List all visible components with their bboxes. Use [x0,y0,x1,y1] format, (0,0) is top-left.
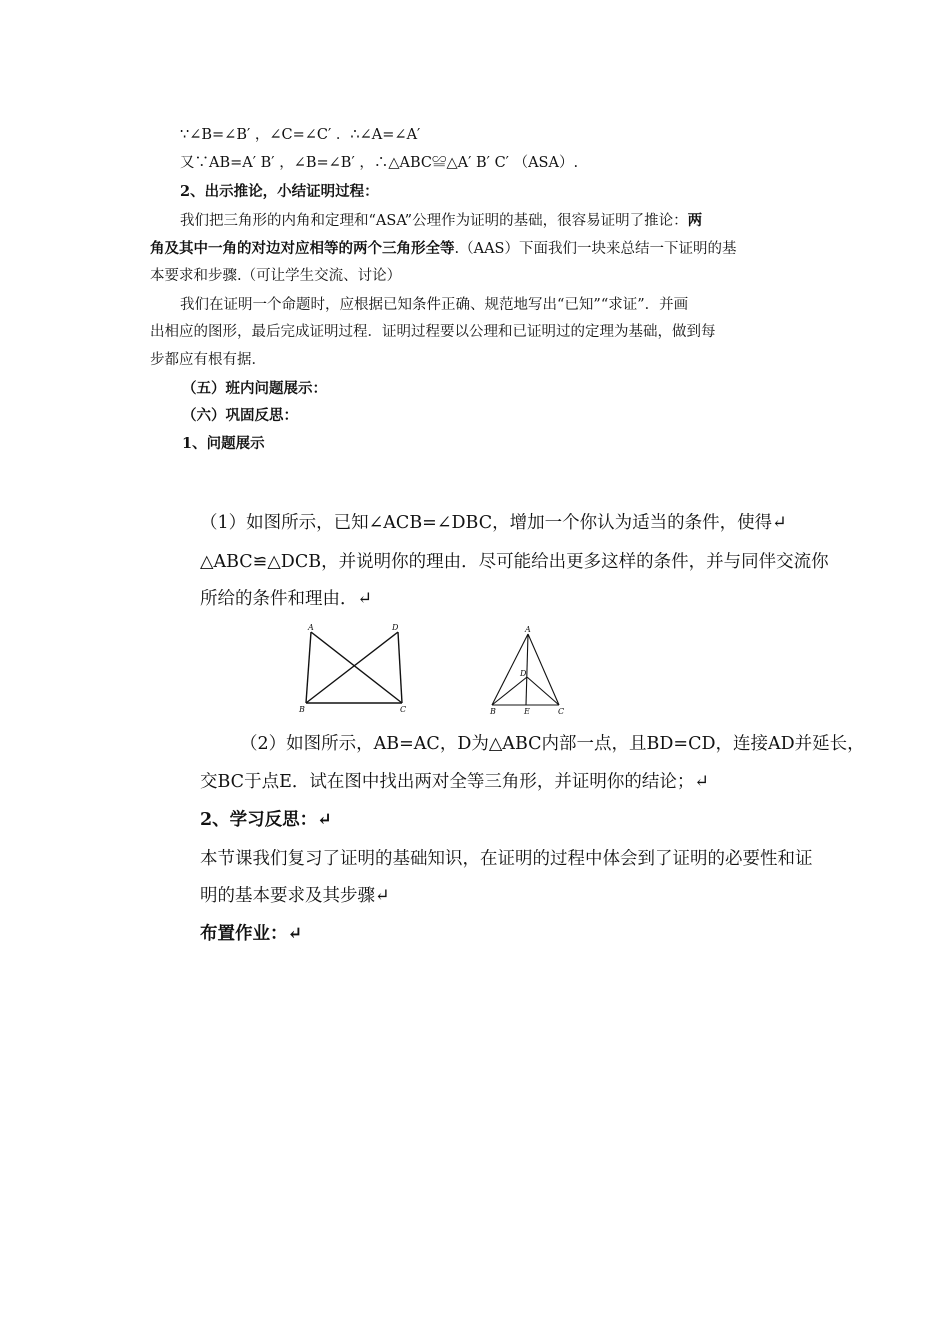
segment-db [306,632,398,703]
label-b: B [299,705,305,714]
text-line-4 [180,209,702,230]
section-heading-2: 2、出示推论，小结证明过程： [180,183,379,200]
label-d: D [520,669,527,678]
section-heading-homework: 布置作业：↵ [200,924,303,944]
label-c: C [400,705,407,714]
theorem-text: 角及其中一角的对边对应相等的两个三角形全等 [150,240,455,257]
label-b: B [490,707,496,716]
subheading-problems: 1、问题展示 [182,435,265,452]
question-1-line-2: △ABC≌△DCB，并说明你的理由．尽可能给出更多这样的条件，并与同伴交流你 [200,552,829,572]
reflection-line-2: 明的基本要求及其步骤↵ [200,886,390,906]
segment-dc [398,632,402,703]
text-line-7: 我们在证明一个命题时，应根据已知条件正确、规范地写出“已知”“求证”．并画 [180,297,689,313]
section-heading-6: （六）巩固反思： [182,407,298,424]
question-1-line-3: 所给的条件和理由．↵ [200,589,373,609]
segment-bd [492,677,527,705]
question-2-line-1: （2）如图所示，AB=AC，D为△ABC内部一点，且BD=CD，连接AD并延长， [240,734,865,754]
reflection-line-1: 本节课我们复习了证明的基础知识，在证明的过程中体会到了证明的必要性和证 [200,849,813,869]
question-2-line-2: 交BC于点E．试在图中找出两对全等三角形，并证明你的结论；↵ [200,772,710,792]
segment-ab [306,632,311,703]
label-a: A [308,623,314,632]
section-heading-reflection: 2、学习反思：↵ [200,810,332,830]
section-heading-5: （五）班内问题展示： [182,380,327,397]
figure-isosceles [484,622,574,717]
text-line-2: 又∵AB=A′ B′ ，∠B=∠B′ ，∴△ABC≌△A′ B′ C′ （ASA）. [180,155,579,171]
text-line-5b: .（AAS）下面我们一块来总结一下证明的基 [454,241,737,257]
label-c: C [558,707,565,716]
segment-cd [527,677,559,705]
segment-ac [528,634,559,705]
label-e: E [524,707,530,716]
text-line-9: 步都应有根有据． [150,352,266,368]
label-d: D [392,623,399,632]
text-line-8: 出相应的图形，最后完成证明过程．证明过程要以公理和已证明过的定理为基础，做到每 [150,324,716,340]
label-a: A [525,625,531,634]
text-line-4b: 两 [687,212,703,229]
figure-bowtie [296,620,416,715]
text-line-4a: 我们把三角形的内角和定理和“ASA”公理作为证明的基础，很容易证明了推论： [180,213,688,229]
question-1-line-1: （1）如图所示，已知∠ACB=∠DBC，增加一个你认为适当的条件，使得↵ [200,513,787,533]
text-line-1: ∵∠B=∠B′ ，∠C=∠C′ ．∴∠A=∠A′ [180,127,421,143]
text-line-6: 本要求和步骤.（可让学生交流、讨论） [150,268,402,284]
text-line-5 [150,237,736,258]
segment-ac [311,632,402,703]
